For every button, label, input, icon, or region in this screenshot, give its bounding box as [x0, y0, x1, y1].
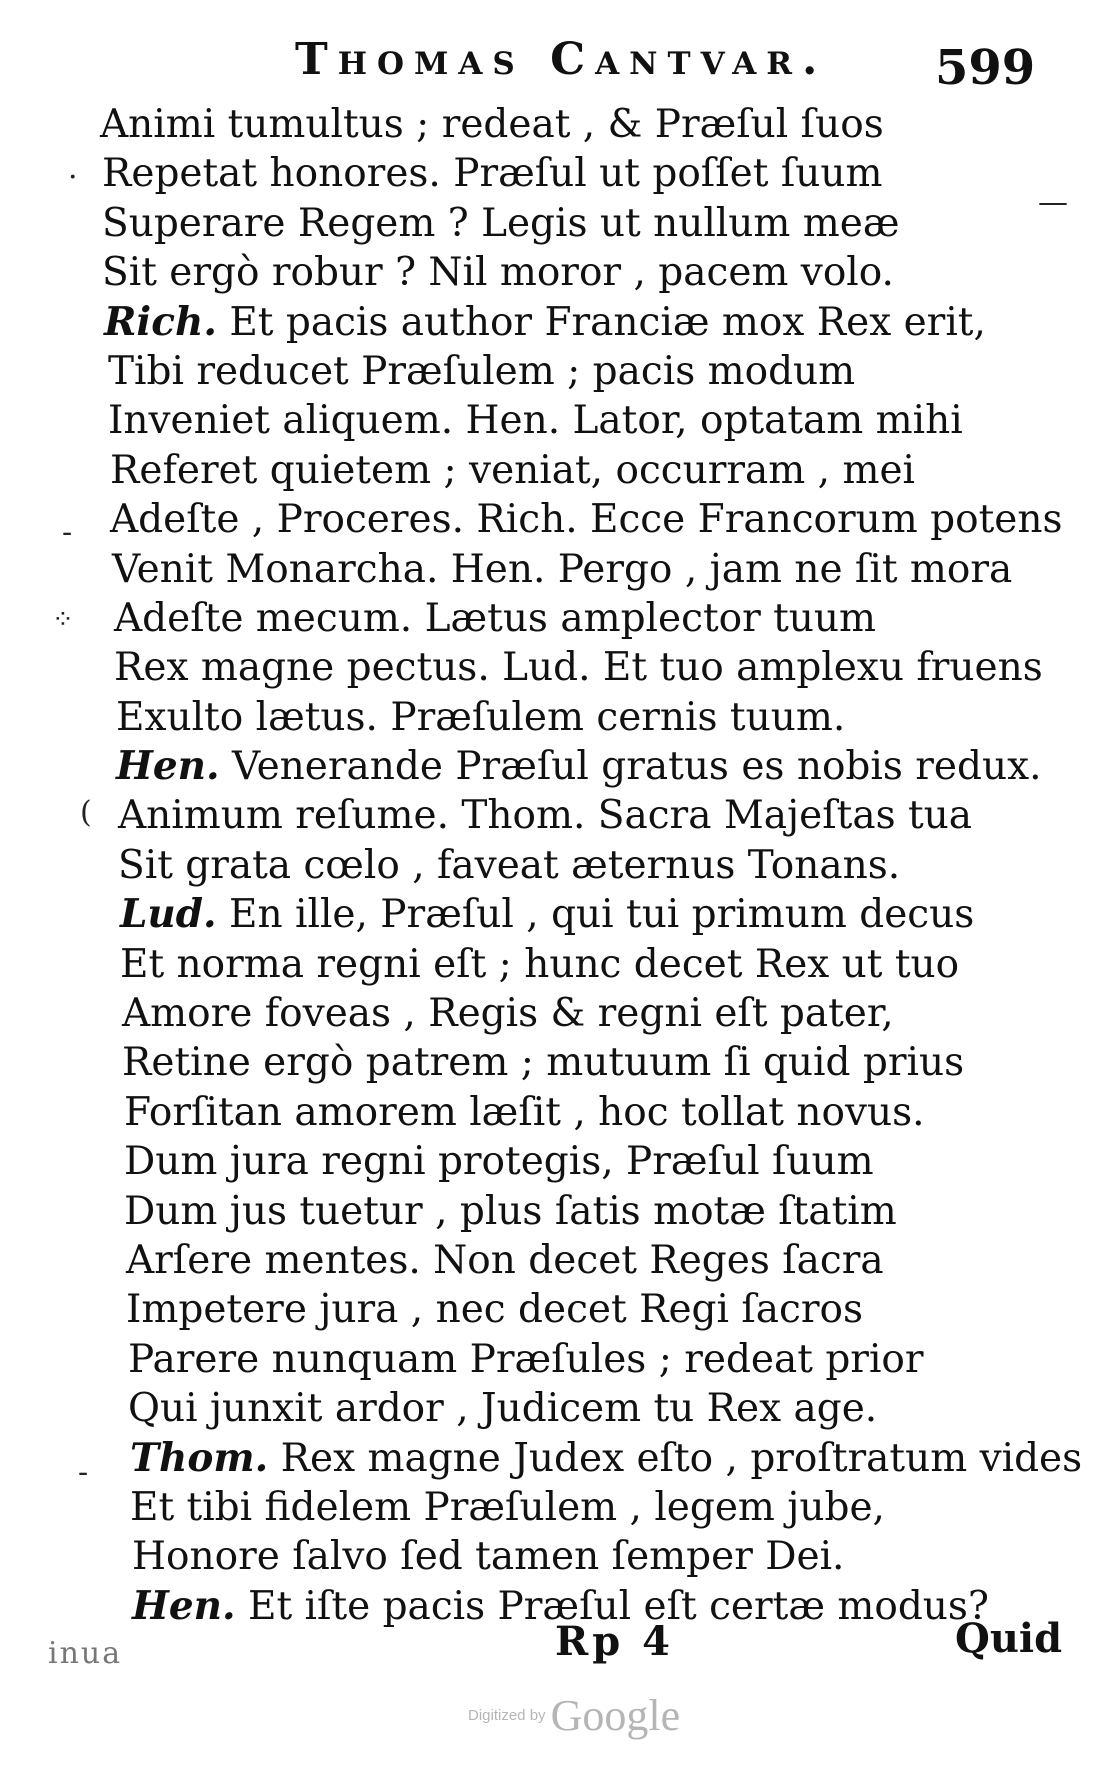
verse-line	[100, 1384, 1020, 1433]
line-text: Retine ergò patrem ; mutuum ſi quid prius	[122, 1040, 965, 1086]
speaker-label: Hen.	[132, 1582, 236, 1629]
verse-line	[100, 594, 1020, 643]
line-text: Adeſte mecum. Lætus amplector tuum	[114, 595, 877, 641]
verse-line	[100, 495, 1063, 544]
margin-speck: ·	[68, 160, 78, 195]
digitized-by-google-watermark	[468, 1690, 680, 1741]
signature-mark: Rp 4	[555, 1618, 674, 1665]
speaker-label: Hen.	[116, 743, 220, 790]
verse-line	[100, 742, 1042, 791]
line-text: Forſitan amorem læſit , hoc tollat novus.	[124, 1089, 925, 1135]
line-text: Et norma regni eſt ; hunc decet Rex ut tuo	[120, 941, 960, 987]
line-text: Animum reſume. Thom. Sacra Majeſtas tua	[118, 793, 973, 839]
margin-bleed-text: inua	[48, 1636, 123, 1671]
verse-line	[100, 446, 1020, 495]
line-text: Impetere jura , nec decet Regi ſacros	[126, 1287, 864, 1333]
line-text: Rex magne pectus. Lud. Et tuo amplexu fruens	[114, 645, 1043, 691]
speaker-label: Rich.	[104, 298, 217, 345]
line-text: Honore ſalvo ſed tamen ſemper Dei.	[132, 1534, 845, 1580]
line-text: En ille, Præſul , qui tui primum decus	[229, 892, 975, 938]
verse-line	[100, 989, 1020, 1038]
line-text: Exulto lætus. Præſulem cernis tuum.	[116, 694, 846, 740]
verse-line	[100, 1236, 1020, 1285]
page-number: 599	[935, 40, 1036, 96]
verse-line	[100, 100, 1020, 149]
verse-line	[100, 248, 1020, 297]
running-title: Thomas Cantvar.	[295, 34, 828, 85]
line-text: Qui junxit ardor , Judicem tu Rex age.	[128, 1386, 878, 1432]
verse-line	[100, 841, 1020, 890]
catchword: Quid	[955, 1615, 1063, 1662]
line-text: Inveniet aliquem. Hen. Lator, optatam mihi	[108, 398, 963, 444]
line-text: Arſere mentes. Non decet Reges ſacra	[126, 1237, 884, 1283]
verse-line	[100, 1088, 1020, 1137]
line-text: Sit grata cœlo , faveat æternus Tonans.	[118, 842, 901, 888]
line-text: Adeſte , Proceres. Rich. Ecce Francorum potens	[110, 497, 1063, 543]
line-text: Superare Regem ? Legis ut nullum meæ	[102, 200, 900, 246]
verse-line	[100, 791, 1020, 840]
margin-speck: —	[1038, 185, 1068, 220]
speaker-label: Thom.	[130, 1434, 269, 1481]
line-text: Dum jura regni protegis, Præſul ſuum	[124, 1139, 874, 1185]
line-text: Referet quietem ; veniat, occurram , mei	[110, 447, 916, 493]
verse-line	[100, 693, 1020, 742]
margin-speck: ⁘	[52, 605, 74, 635]
verse-line	[100, 890, 1020, 939]
verse-line	[100, 1137, 1020, 1186]
line-text: Sit ergò robur ? Nil moror , pacem volo.	[102, 250, 894, 296]
verse-line	[100, 1434, 1083, 1483]
verse-line	[100, 199, 1020, 248]
margin-speck: -	[62, 515, 73, 550]
line-text: Tibi reducet Præſulem ; pacis modum	[108, 348, 856, 394]
margin-speck: (	[80, 795, 92, 830]
watermark-prefix: Digitized by	[468, 1707, 546, 1724]
verse-line	[100, 1335, 1020, 1384]
verse-line	[100, 1187, 1020, 1236]
line-text: Animi tumultus ; redeat , & Præſul ſuos	[100, 102, 884, 147]
verse-line	[100, 545, 1020, 594]
watermark-brand: Google	[550, 1691, 681, 1740]
line-text: Rex magne Judex eſto , proſtratum vides	[280, 1435, 1083, 1481]
line-text: Et pacis author Franciæ mox Rex erit,	[229, 299, 986, 345]
verse-line	[100, 1285, 1020, 1334]
line-text: Parere nunquam Præſules ; redeat prior	[128, 1336, 924, 1382]
line-text: Et tibi fidelem Præſulem , legem jube,	[130, 1484, 885, 1530]
verse-block	[100, 100, 1083, 1631]
line-text: Dum jus tuetur , plus ſatis motæ ſtatim	[124, 1188, 897, 1234]
verse-line	[100, 1532, 1020, 1581]
margin-speck: -	[78, 1455, 89, 1490]
verse-line	[100, 1038, 1020, 1087]
line-text: Repetat honores. Præſul ut poſſet ſuum	[102, 151, 883, 197]
line-text: Venit Monarcha. Hen. Pergo , jam ne ſit mora	[112, 546, 1013, 592]
verse-line	[100, 940, 1020, 989]
verse-line	[100, 347, 1020, 396]
speaker-label: Lud.	[120, 891, 217, 938]
verse-line	[100, 643, 1043, 692]
line-text: Venerande Præſul gratus es nobis redux.	[232, 744, 1042, 790]
verse-line	[100, 396, 1020, 445]
verse-line	[100, 149, 1020, 198]
line-text: Amore foveas , Regis & regni eſt pater,	[122, 991, 894, 1037]
verse-line	[100, 298, 1020, 347]
verse-line	[100, 1483, 1020, 1532]
line-text: Et iſte pacis Præſul eſt certæ modus?	[248, 1583, 989, 1629]
